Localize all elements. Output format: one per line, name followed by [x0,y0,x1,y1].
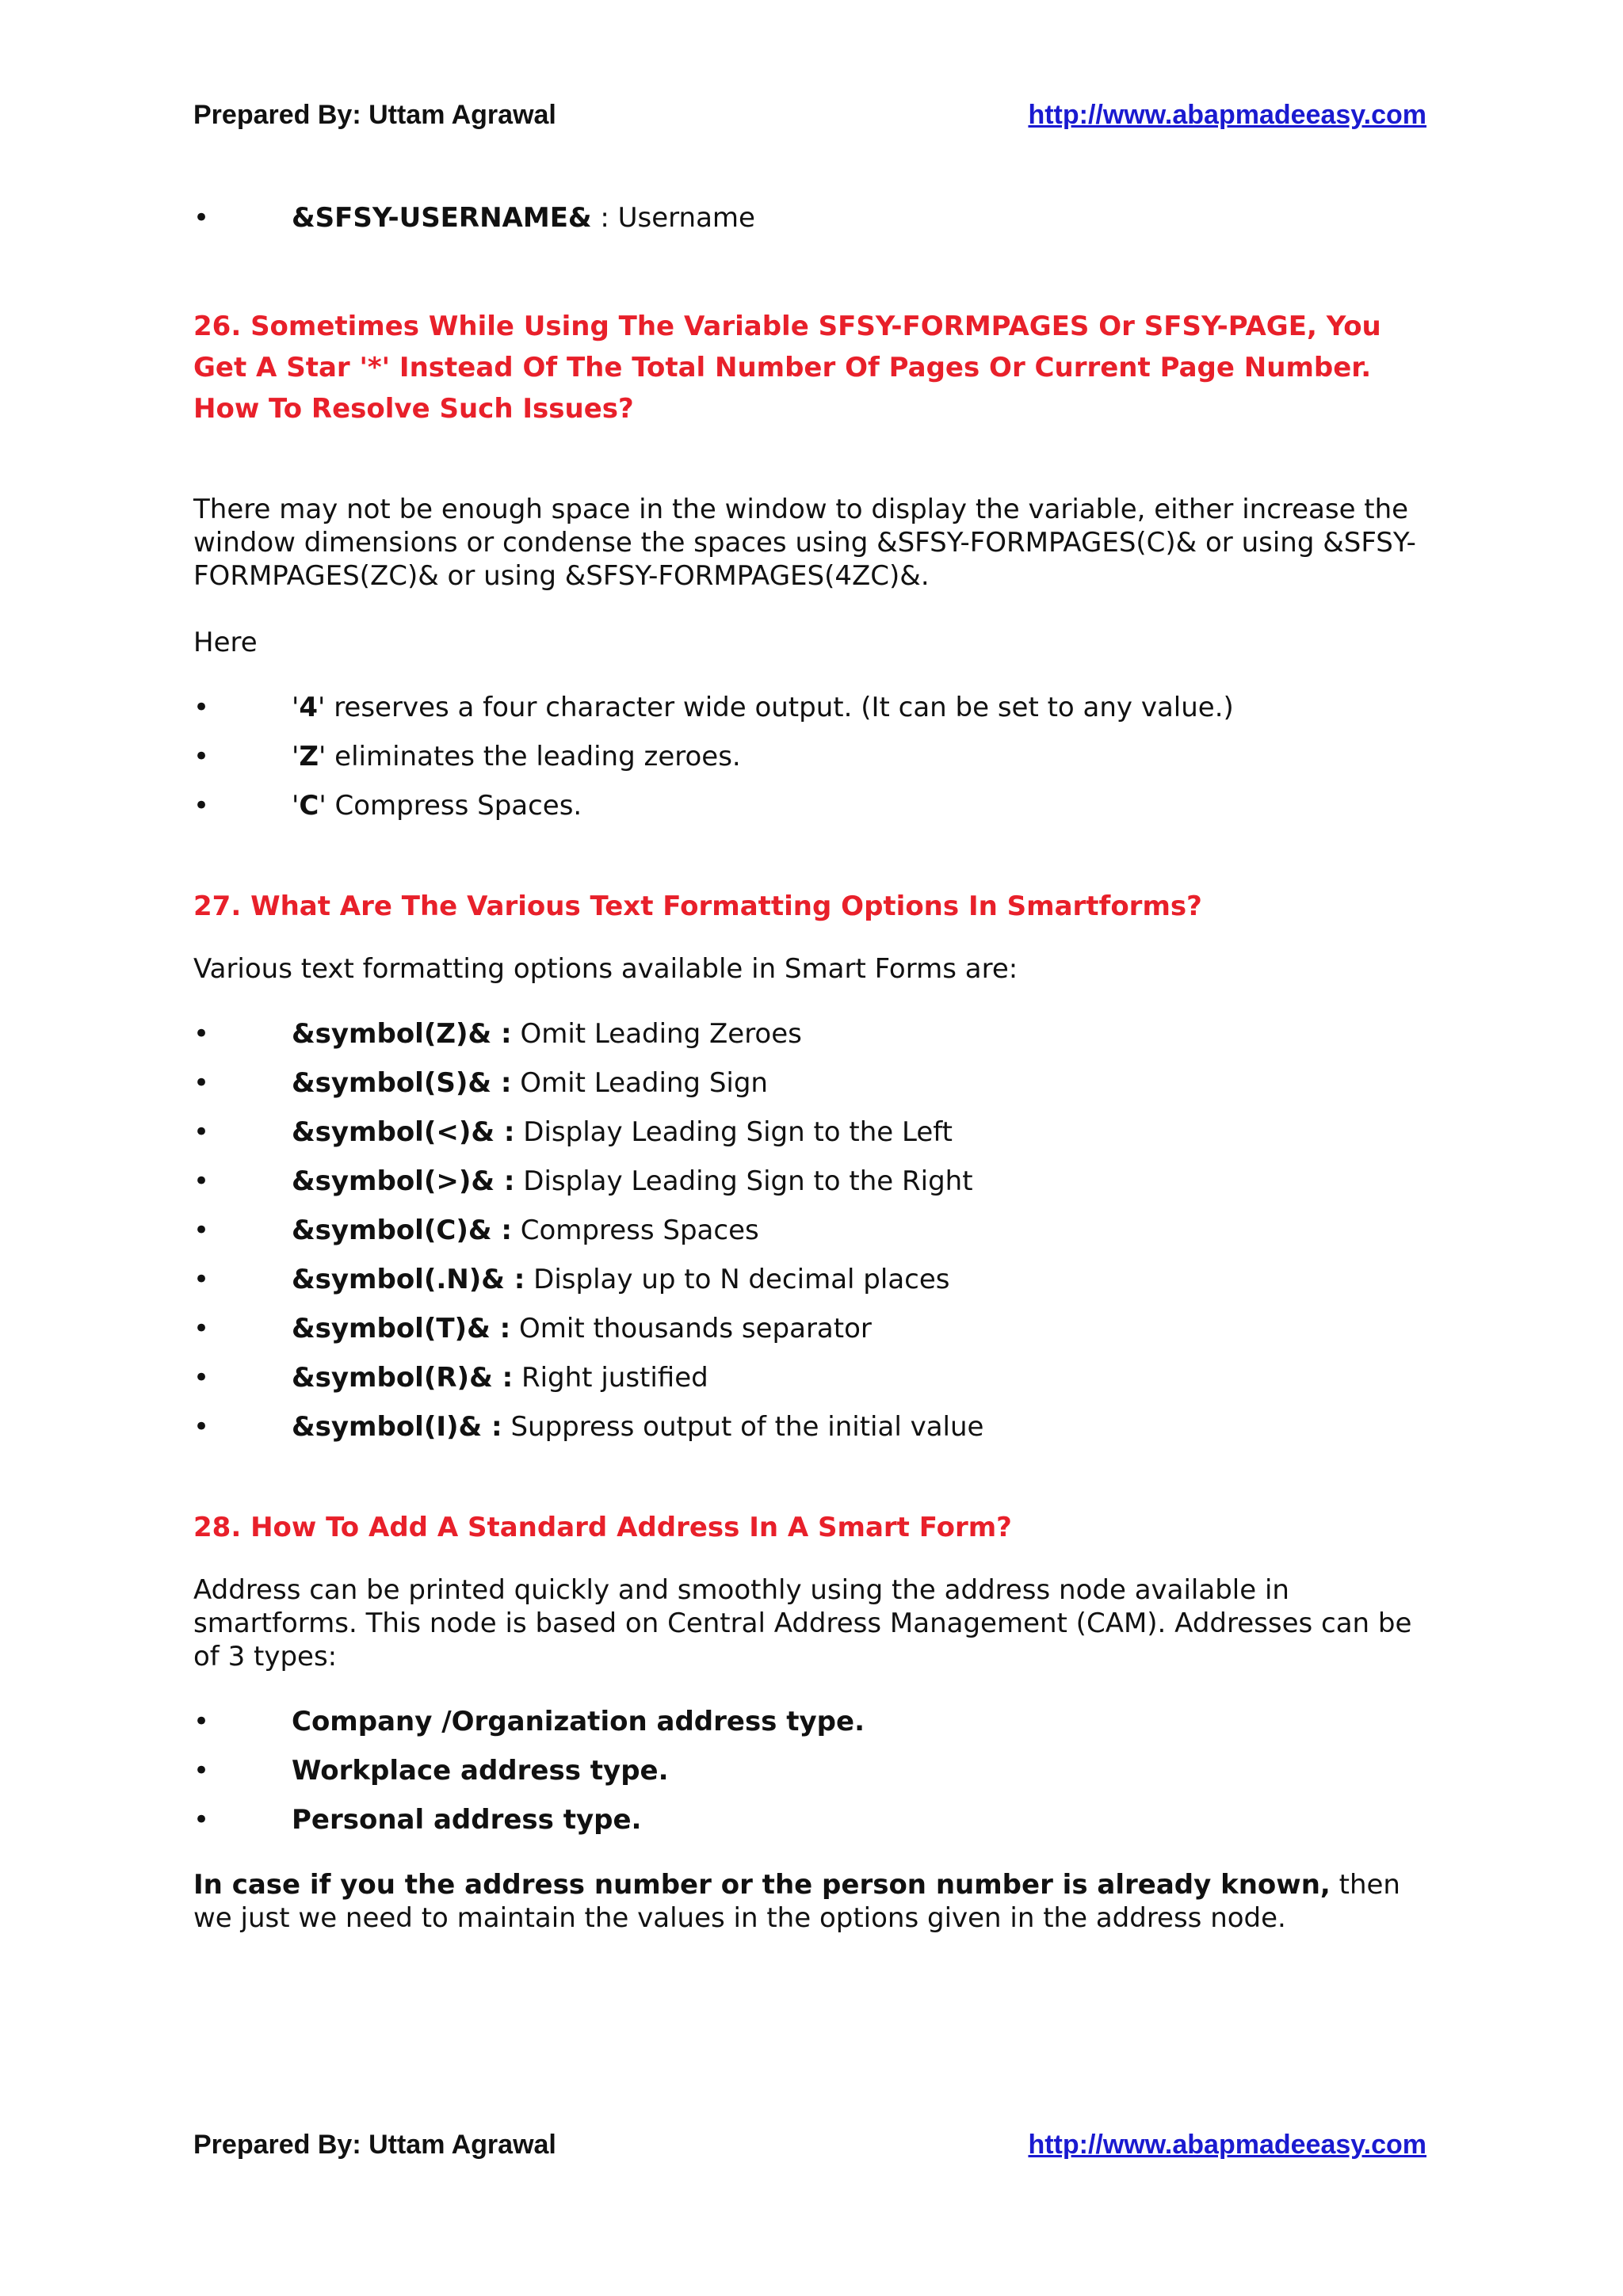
item-text: reserves a four character wide output. (It can be set to any value.) [325,692,1234,723]
list-item [193,1255,1430,1304]
bullet: • [193,1313,210,1344]
code-label: &SFSY-USERNAME& [292,202,592,234]
item-text: : Username [591,202,755,234]
bullet: • [193,790,210,822]
list-item [193,1795,1430,1844]
bullet: • [193,1215,210,1246]
item-text: Display Leading Sign to the Left [514,1116,953,1148]
code-label: &symbol(R)& : [292,1362,514,1394]
quote-mark: ' [292,692,300,723]
list-item [193,1402,1430,1451]
question-heading-26: 26. Sometimes While Using The Variable SFSY-FORMPAGES Or SFSY-PAGE, You Get A Star '*' Instead Of The Total Number Of Pages Or Current Page Number. How To Resolve Such Issues? [193,311,1381,425]
question-heading-27: 27. What Are The Various Text Formatting Options In Smartforms? [193,891,1202,922]
list-item [193,1353,1430,1402]
item-text: Suppress output of the initial value [502,1411,984,1443]
quote-mark: ' [319,790,327,822]
list-item [193,781,1430,830]
list-item [193,1108,1430,1157]
quote-mark: ' [292,741,300,772]
code-label: &symbol(I)& : [292,1411,502,1443]
item-text: Display Leading Sign to the Right [514,1165,973,1197]
bullet: • [193,1116,210,1148]
list-item [193,193,1430,242]
list-item [193,1697,1430,1746]
item-text: Right justified [513,1362,708,1394]
header-link[interactable]: http://www.abapmadeeasy.com [1028,100,1426,130]
item-text: Omit Leading Sign [511,1067,768,1099]
item-text: Personal address type. [292,1804,642,1836]
answer-paragraph-26: There may not be enough space in the window to display the variable, either increase the window dimensions or condense the spaces using &SFSY-FORMPAGES(C)& or using &SFSY-FORMPAGES(ZC)& or using &SFSY-FORMPAGES(4ZC)&. [193,494,1416,592]
code-label: Z [299,741,319,772]
item-text: Workplace address type. [292,1755,669,1787]
bullet: • [193,1411,210,1443]
footer-author: Prepared By: Uttam Agrawal [193,2130,556,2160]
code-label: &symbol(T)& : [292,1313,511,1344]
bullet: • [193,1264,210,1295]
page-footer [193,2125,1426,2164]
intro-paragraph-27: Various text formatting options available in Smart Forms are: [193,953,1018,985]
bullet: • [193,692,210,723]
code-label: &symbol(Z)& : [292,1018,512,1050]
item-text: Display up to N decimal places [525,1264,950,1295]
bullet: • [193,741,210,772]
bullet: • [193,202,210,234]
code-label: 4 [299,692,319,723]
quote-mark: ' [319,741,327,772]
quote-mark: ' [292,790,300,822]
page-content [193,193,1430,1935]
header-author: Prepared By: Uttam Agrawal [193,100,556,130]
closing-paragraph-28 [193,1868,1430,1935]
list-item [193,732,1430,781]
item-text: Compress Spaces [511,1215,759,1246]
here-label: Here [193,627,258,658]
item-text: Compress Spaces. [326,790,582,822]
quote-mark: ' [318,692,326,723]
list-item [193,683,1430,732]
bullet: • [193,1067,210,1099]
question-heading-28: 28. How To Add A Standard Address In A Smart Form? [193,1512,1012,1543]
bullet: • [193,1165,210,1197]
intro-paragraph-28: Address can be printed quickly and smoothly using the address node available in smartforms. This node is based on Central Address Management (CAM). Addresses can be of 3 types: [193,1574,1412,1672]
code-label: &symbol(<)& : [292,1116,515,1148]
bullet: • [193,1804,210,1836]
code-label: &symbol(.N)& : [292,1264,525,1295]
list-item [193,1009,1430,1058]
bullet: • [193,1706,210,1737]
item-text: eliminates the leading zeroes. [326,741,741,772]
code-label: &symbol(>)& : [292,1165,515,1197]
code-label: &symbol(S)& : [292,1067,512,1099]
bullet: • [193,1755,210,1787]
item-text: Omit Leading Zeroes [511,1018,802,1050]
page-header [193,95,1426,135]
item-text: Company /Organization address type. [292,1706,865,1737]
bullet: • [193,1018,210,1050]
list-item [193,1206,1430,1255]
footer-link[interactable]: http://www.abapmadeeasy.com [1028,2130,1426,2160]
list-item [193,1746,1430,1795]
code-label: C [299,790,319,822]
item-text: Omit thousands separator [510,1313,872,1344]
list-item [193,1304,1430,1353]
closing-bold-text: In case if you the address number or the person number is already known, [193,1869,1331,1901]
list-item [193,1058,1430,1108]
list-item [193,1157,1430,1206]
bullet: • [193,1362,210,1394]
closing-text: then we just we need to maintain the values in the options given in the address node. [193,1869,1400,1934]
code-label: &symbol(C)& : [292,1215,512,1246]
